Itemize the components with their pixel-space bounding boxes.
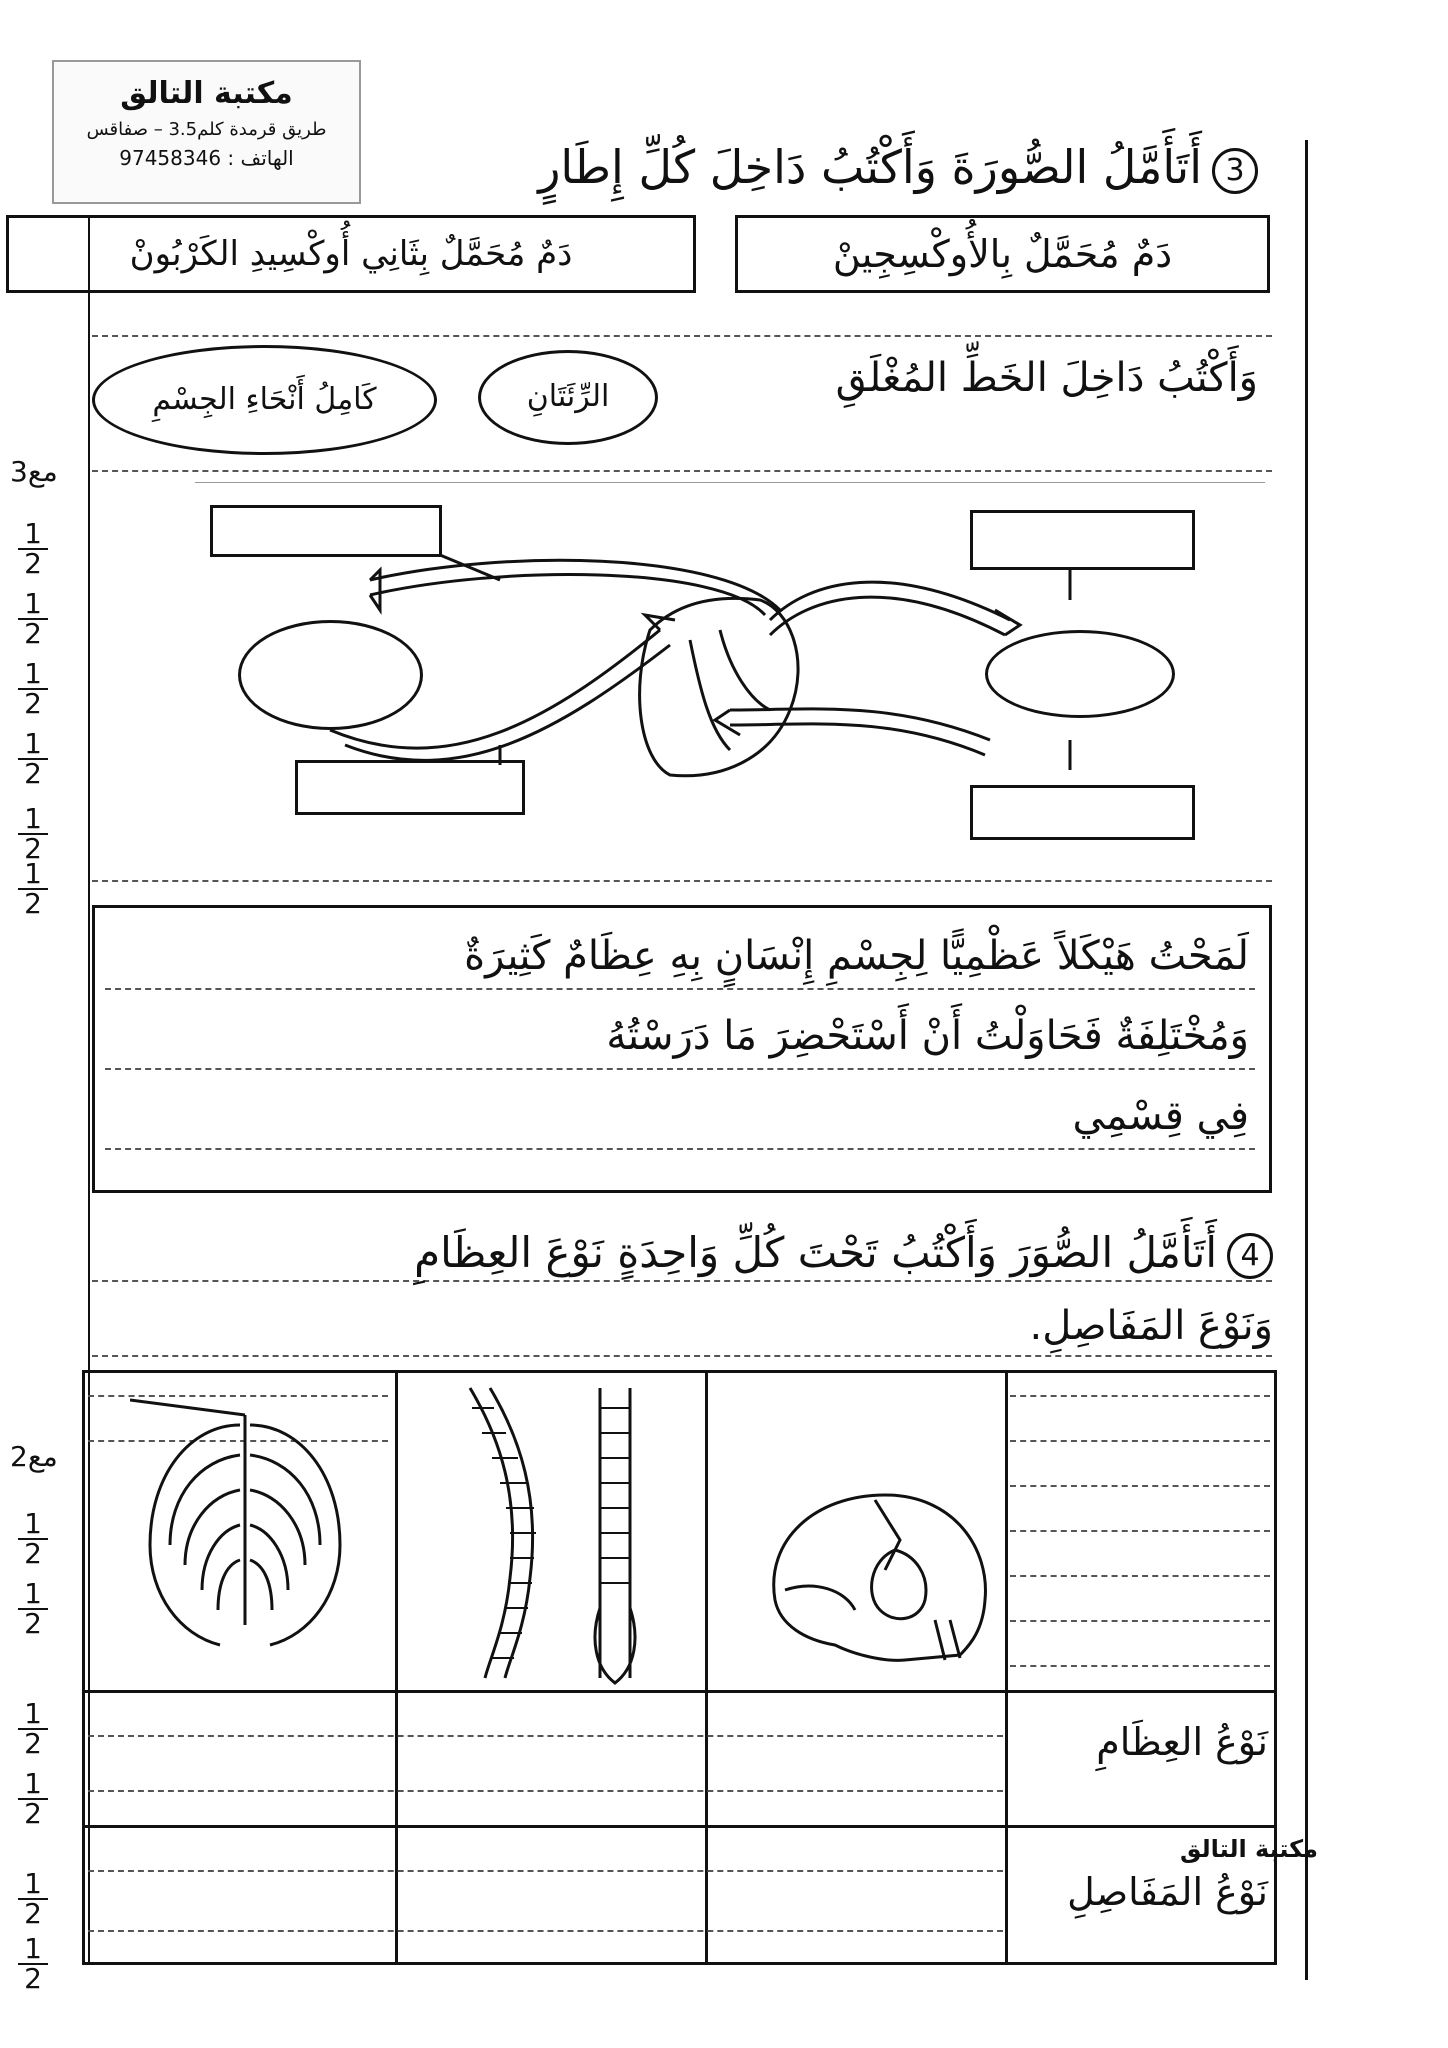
dotted-line [1010,1485,1270,1487]
score-fraction [18,802,48,865]
frac-den: 2 [24,687,42,720]
stamp-phone: الهاتف : 97458346 [119,146,294,170]
circulation-diagram-frame [195,482,1265,483]
dotted-line [1010,1440,1270,1442]
score-fraction [18,857,48,920]
frac-den: 2 [24,547,42,580]
heart-icon [250,540,1170,800]
body-oval [92,345,437,455]
score-fraction [18,1577,48,1640]
score-fraction [18,517,48,580]
q3-number: 3 [1212,148,1258,194]
frac-den: 2 [24,757,42,790]
score-fraction [18,727,48,790]
score-fraction [18,1932,48,1995]
dotted-line [1010,1530,1270,1532]
q4-title-line-2: وَنَوْعَ المَفَاصِلِ. [1029,1303,1273,1349]
frac-num: 1 [18,1700,48,1730]
frac-den: 2 [24,832,42,865]
frac-den: 2 [24,887,42,920]
frac-den: 2 [24,1727,42,1760]
dotted-line [1010,1395,1270,1397]
frac-num: 1 [18,805,48,835]
q4-title [414,1228,1273,1279]
table-row-line [82,1825,1277,1828]
frac-num: 1 [18,520,48,550]
score-fraction [18,1867,48,1930]
frac-den: 2 [24,617,42,650]
row-label-bone-type: نَوْعُ العِظَامِ [1096,1720,1268,1764]
dotted-line [92,1355,1272,1357]
frac-num: 1 [18,590,48,620]
dotted-line [88,1930,1003,1932]
dotted-line [105,988,1255,990]
dotted-line [92,880,1272,882]
q3-title-text: أَتَأَمَّلُ الصُّورَةَ وَأَكْتُبُ دَاخِلَ كُلِّ إِطَارٍ [538,140,1202,194]
table-row-line [82,1690,1277,1693]
reading-line-1: لَمَحْتُ هَيْكَلاً عَظْمِيًّا لِجِسْمِ إِنْسَانٍ بِهِ عِظَامٌ كَثِيرَةٌ [464,933,1249,979]
co2-blood-box [6,215,696,293]
q4-title-text: أَتَأَمَّلُ الصُّوَرَ وَأَكْتُبُ تَحْتَ كُلِّ وَاحِدَةٍ نَوْعَ العِظَامِ [414,1228,1217,1277]
body-label: كَامِلُ أَنْحَاءِ الجِسْمِ [152,382,377,417]
reading-box [92,905,1272,1193]
score-fraction [18,1507,48,1570]
lungs-label: الرِّئَتَانِ [526,379,610,414]
frac-den: 2 [24,1897,42,1930]
dotted-line [92,335,1272,337]
table-col-line [395,1370,398,1965]
oxygen-blood-box [735,215,1270,293]
co2-blood-label: دَمٌ مُحَمَّلٌ بِثَانِي أُوكْسِيدِ الكَرْبُونْ [129,234,573,274]
frac-den: 2 [24,1797,42,1830]
frac-num: 1 [18,1510,48,1540]
right-border-line [1305,140,1308,1980]
table-col-line [705,1370,708,1965]
row-label-joint-type: نَوْعُ المَفَاصِلِ [1067,1870,1268,1914]
dotted-line [105,1148,1255,1150]
table-col-line [1005,1370,1008,1965]
ribcage-icon [130,1395,360,1665]
score-fraction [18,587,48,650]
q4-score: مع2 [10,1440,58,1473]
dotted-line [88,1735,1003,1737]
reading-line-2: وَمُخْتَلِفَةٌ فَحَاوَلْتُ أَنْ أَسْتَحْضِرَ مَا دَرَسْتُهُ [606,1013,1249,1059]
score-fraction [18,1697,48,1760]
dotted-line [92,1280,1272,1282]
score-fraction [18,1767,48,1830]
dotted-line [105,1068,1255,1070]
dotted-line [1010,1575,1270,1577]
q3-score: مع3 [10,455,58,488]
oxygen-blood-label: دَمٌ مُحَمَّلٌ بِالأُوكْسِجِينْ [832,232,1173,276]
frac-num: 1 [18,1580,48,1610]
frac-num: 1 [18,660,48,690]
frac-num: 1 [18,730,48,760]
frac-num: 1 [18,1935,48,1965]
q4-number: 4 [1227,1233,1273,1279]
reading-line-3: فِي قِسْمِي [1072,1093,1249,1139]
library-stamp [52,60,361,204]
dotted-line [92,470,1272,472]
q3-title [538,140,1258,194]
dotted-line [1010,1665,1270,1667]
spine-icon [460,1378,680,1688]
score-fraction [18,657,48,720]
frac-den: 2 [24,1537,42,1570]
frac-den: 2 [24,1607,42,1640]
dotted-line [1010,1620,1270,1622]
stamp-name: مكتبة التالق [120,76,293,111]
lungs-oval [478,350,658,445]
dotted-line [88,1790,1003,1792]
dotted-line [88,1870,1003,1872]
q3-instruction-2: وَأَكْتُبُ دَاخِلَ الخَطِّ المُغْلَقِ [835,355,1258,401]
frac-den: 2 [24,1962,42,1995]
stamp-address: طريق قرمدة كلم3.5 – صفاقس [86,119,327,140]
frac-num: 1 [18,860,48,890]
frac-num: 1 [18,1870,48,1900]
frac-num: 1 [18,1770,48,1800]
skull-icon [745,1480,995,1680]
bottom-stamp-name: مكتبة التالق [1179,1835,1318,1863]
